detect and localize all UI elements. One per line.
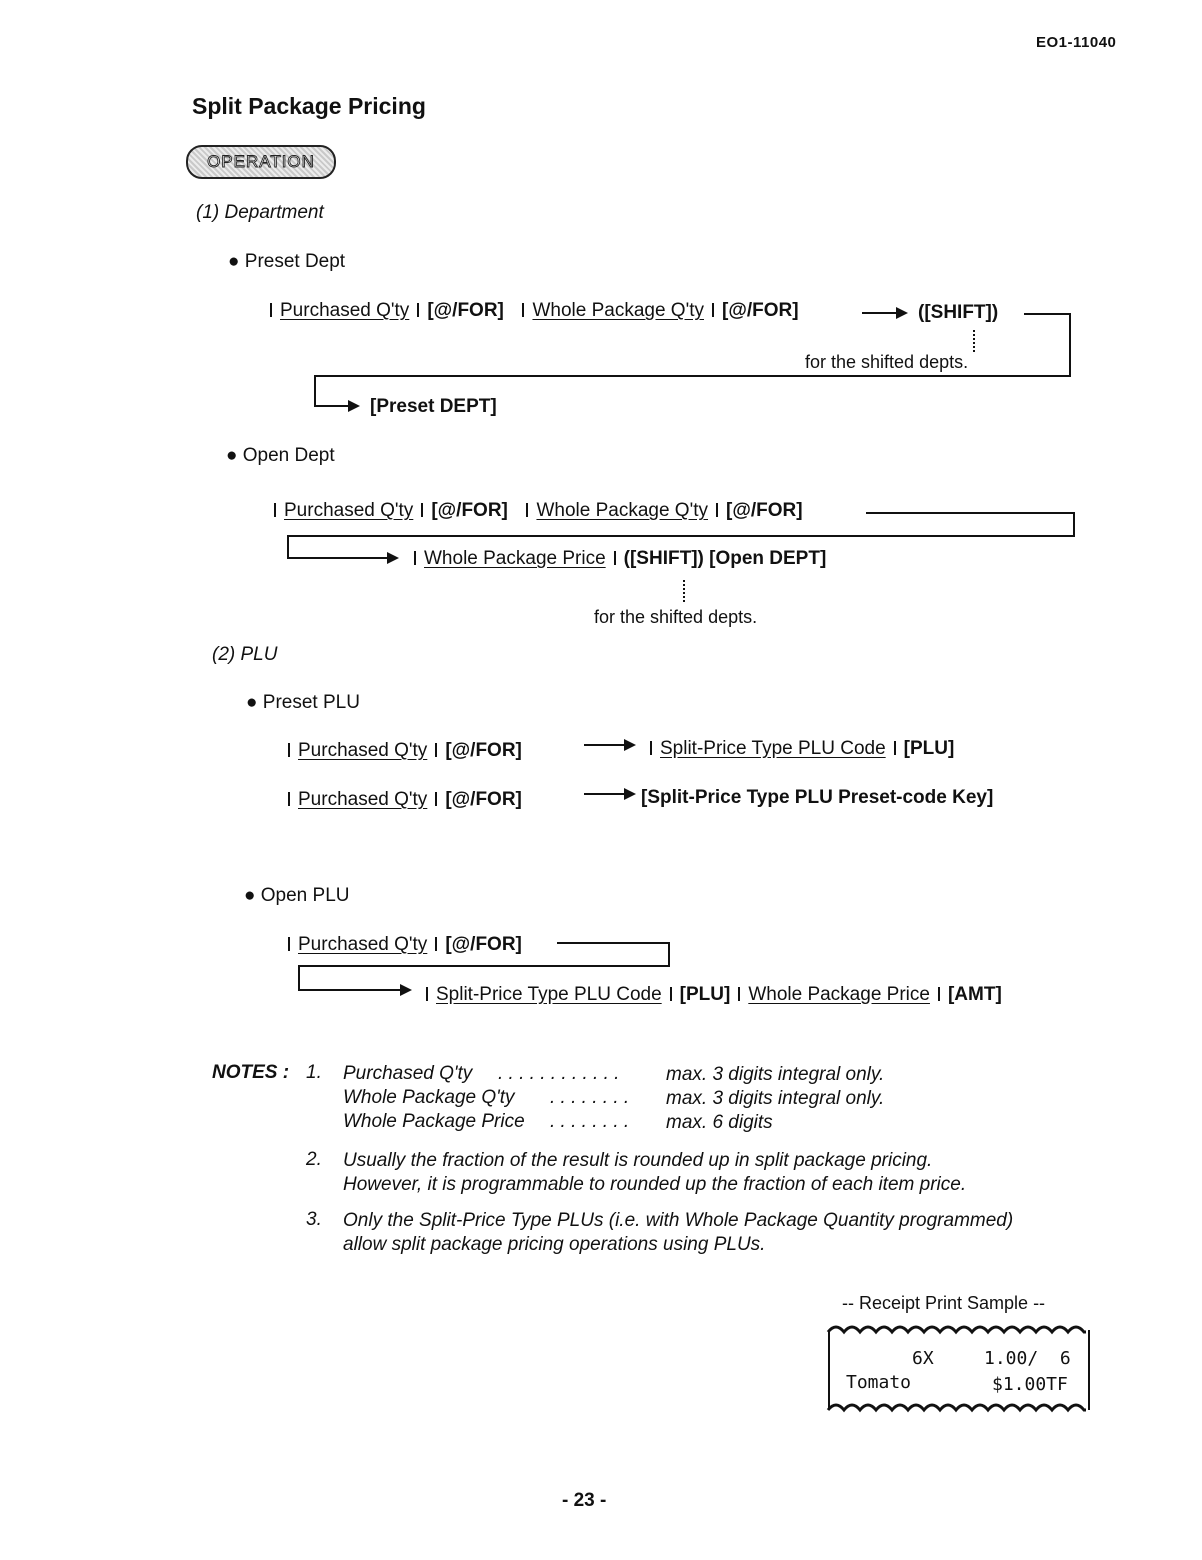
note-text: Only the Split-Price Type PLUs (i.e. with Whole Package Quantity programmed)	[343, 1210, 1014, 1231]
purchased-qty: Purchased Q'ty	[298, 740, 428, 761]
arrow	[862, 312, 906, 314]
separator	[650, 741, 652, 755]
note-number: 3.	[306, 1209, 322, 1230]
page-number: - 23 -	[562, 1490, 607, 1511]
bullet-preset-plu: ● Preset PLU	[246, 692, 360, 713]
note-row-dots: . . . . . . . .	[550, 1111, 630, 1132]
notes-label: NOTES :	[212, 1062, 290, 1083]
plu-key: [PLU]	[679, 984, 731, 1005]
purchased-qty: Purchased Q'ty	[298, 934, 428, 955]
separator	[670, 987, 672, 1001]
separator	[414, 551, 416, 565]
whole-package-qty: Whole Package Q'ty	[536, 500, 708, 521]
section-department: (1) Department	[196, 202, 324, 223]
bullet-open-plu: ● Open PLU	[244, 885, 350, 906]
receipt-caption: -- Receipt Print Sample --	[842, 1293, 1046, 1313]
bullet-label: Preset Dept	[244, 251, 346, 272]
separator	[288, 937, 290, 951]
shift-open-dept-key: ([SHIFT]) [Open DEPT]	[623, 548, 827, 569]
open-plu-sequence-1	[280, 934, 522, 956]
whole-package-qty: Whole Package Q'ty	[532, 300, 704, 321]
receipt-item: Tomato	[846, 1372, 912, 1393]
note-row-item: Whole Package Price	[343, 1111, 525, 1132]
separator	[288, 743, 290, 757]
connector-line	[1073, 512, 1075, 536]
purchased-qty: Purchased Q'ty	[298, 789, 428, 810]
whole-package-price: Whole Package Price	[424, 548, 606, 569]
receipt-amount: $1.00TF	[992, 1374, 1068, 1395]
separator	[435, 937, 437, 951]
preset-dept-sequence	[262, 300, 799, 322]
bullet-label: Preset PLU	[262, 692, 360, 713]
connector-line	[668, 942, 670, 966]
bullet-label: Open Dept	[242, 445, 335, 466]
separator	[270, 303, 272, 317]
connector-line	[1024, 313, 1070, 315]
dotted-line	[683, 580, 687, 602]
separator	[894, 741, 896, 755]
arrow	[584, 744, 634, 746]
note-number: 1.	[306, 1062, 322, 1083]
separator	[417, 303, 419, 317]
note-row-dots: . . . . . . . .	[550, 1087, 630, 1108]
dotted-line	[973, 330, 977, 352]
note-row-dots: . . . . . . . . . . . .	[498, 1063, 620, 1084]
section-plu: (2) PLU	[212, 644, 278, 665]
plu-key: [PLU]	[903, 738, 955, 759]
shifted-note: for the shifted depts.	[594, 607, 758, 627]
connector-line	[298, 965, 300, 991]
for-key: [@/FOR]	[722, 300, 799, 321]
note-row-value: max. 3 digits integral only.	[666, 1064, 885, 1085]
separator	[274, 503, 276, 517]
operation-badge: OPERATION	[186, 145, 336, 179]
separator	[938, 987, 940, 1001]
arrow	[314, 405, 358, 407]
note-row-value: max. 3 digits integral only.	[666, 1088, 885, 1109]
separator	[435, 792, 437, 806]
purchased-qty: Purchased Q'ty	[280, 300, 410, 321]
separator	[421, 503, 423, 517]
connector-line	[287, 535, 1075, 537]
preset-plu-code	[642, 738, 954, 760]
separator	[614, 551, 616, 565]
whole-package-price: Whole Package Price	[748, 984, 930, 1005]
page-title: Split Package Pricing	[192, 93, 426, 119]
shift-key: ([SHIFT])	[918, 302, 999, 323]
separator	[288, 792, 290, 806]
note-number: 2.	[306, 1149, 322, 1170]
split-price-plu-code: Split-Price Type PLU Code	[436, 984, 662, 1005]
receipt-unit-price: 1.00/ 6	[984, 1348, 1071, 1369]
separator	[712, 303, 714, 317]
bullet-label: Open PLU	[260, 885, 350, 906]
separator	[526, 503, 528, 517]
connector-line	[1069, 313, 1071, 377]
arrow	[584, 793, 634, 795]
open-dept-sequence-2	[406, 548, 826, 570]
note-text: However, it is programmable to rounded up the fraction of each item price.	[343, 1174, 967, 1195]
separator	[738, 987, 740, 1001]
separator	[522, 303, 524, 317]
note-row-value: max. 6 digits	[666, 1112, 773, 1133]
receipt-torn-edges	[826, 1318, 1088, 1422]
connector-line	[314, 375, 1071, 377]
bullet-open-dept: ● Open Dept	[226, 445, 335, 466]
for-key: [@/FOR]	[445, 740, 522, 761]
note-row-item: Purchased Q'ty	[343, 1063, 473, 1084]
preset-dept-key: [Preset DEPT]	[370, 396, 497, 417]
bullet-preset-dept: ● Preset Dept	[228, 251, 346, 272]
arrow	[298, 989, 410, 991]
arrow	[287, 557, 397, 559]
separator	[426, 987, 428, 1001]
preset-code-key: [Split-Price Type PLU Preset-code Key]	[641, 787, 994, 808]
amt-key: [AMT]	[947, 984, 1002, 1005]
purchased-qty: Purchased Q'ty	[284, 500, 414, 521]
open-dept-sequence	[266, 500, 803, 522]
shifted-note: for the shifted depts.	[805, 352, 969, 372]
open-plu-sequence-2	[418, 984, 1002, 1006]
document-code: EO1-11040	[1036, 34, 1117, 51]
for-key: [@/FOR]	[427, 300, 504, 321]
connector-line	[557, 942, 669, 944]
note-text: Usually the fraction of the result is rounded up in split package pricing.	[343, 1150, 933, 1171]
connector-line	[298, 965, 670, 967]
for-key: [@/FOR]	[445, 934, 522, 955]
preset-plu-sequence-2	[280, 789, 522, 811]
receipt-qty: 6X	[912, 1348, 934, 1369]
separator	[435, 743, 437, 757]
connector-line	[314, 375, 316, 407]
note-row-item: Whole Package Q'ty	[343, 1087, 515, 1108]
connector-line	[866, 512, 1074, 514]
separator	[716, 503, 718, 517]
preset-plu-sequence-1	[280, 740, 522, 762]
split-price-plu-code: Split-Price Type PLU Code	[660, 738, 886, 759]
connector-line	[287, 535, 289, 559]
note-text: allow split package pricing operations using PLUs.	[343, 1234, 766, 1255]
for-key: [@/FOR]	[431, 500, 508, 521]
for-key: [@/FOR]	[445, 789, 522, 810]
for-key: [@/FOR]	[726, 500, 803, 521]
